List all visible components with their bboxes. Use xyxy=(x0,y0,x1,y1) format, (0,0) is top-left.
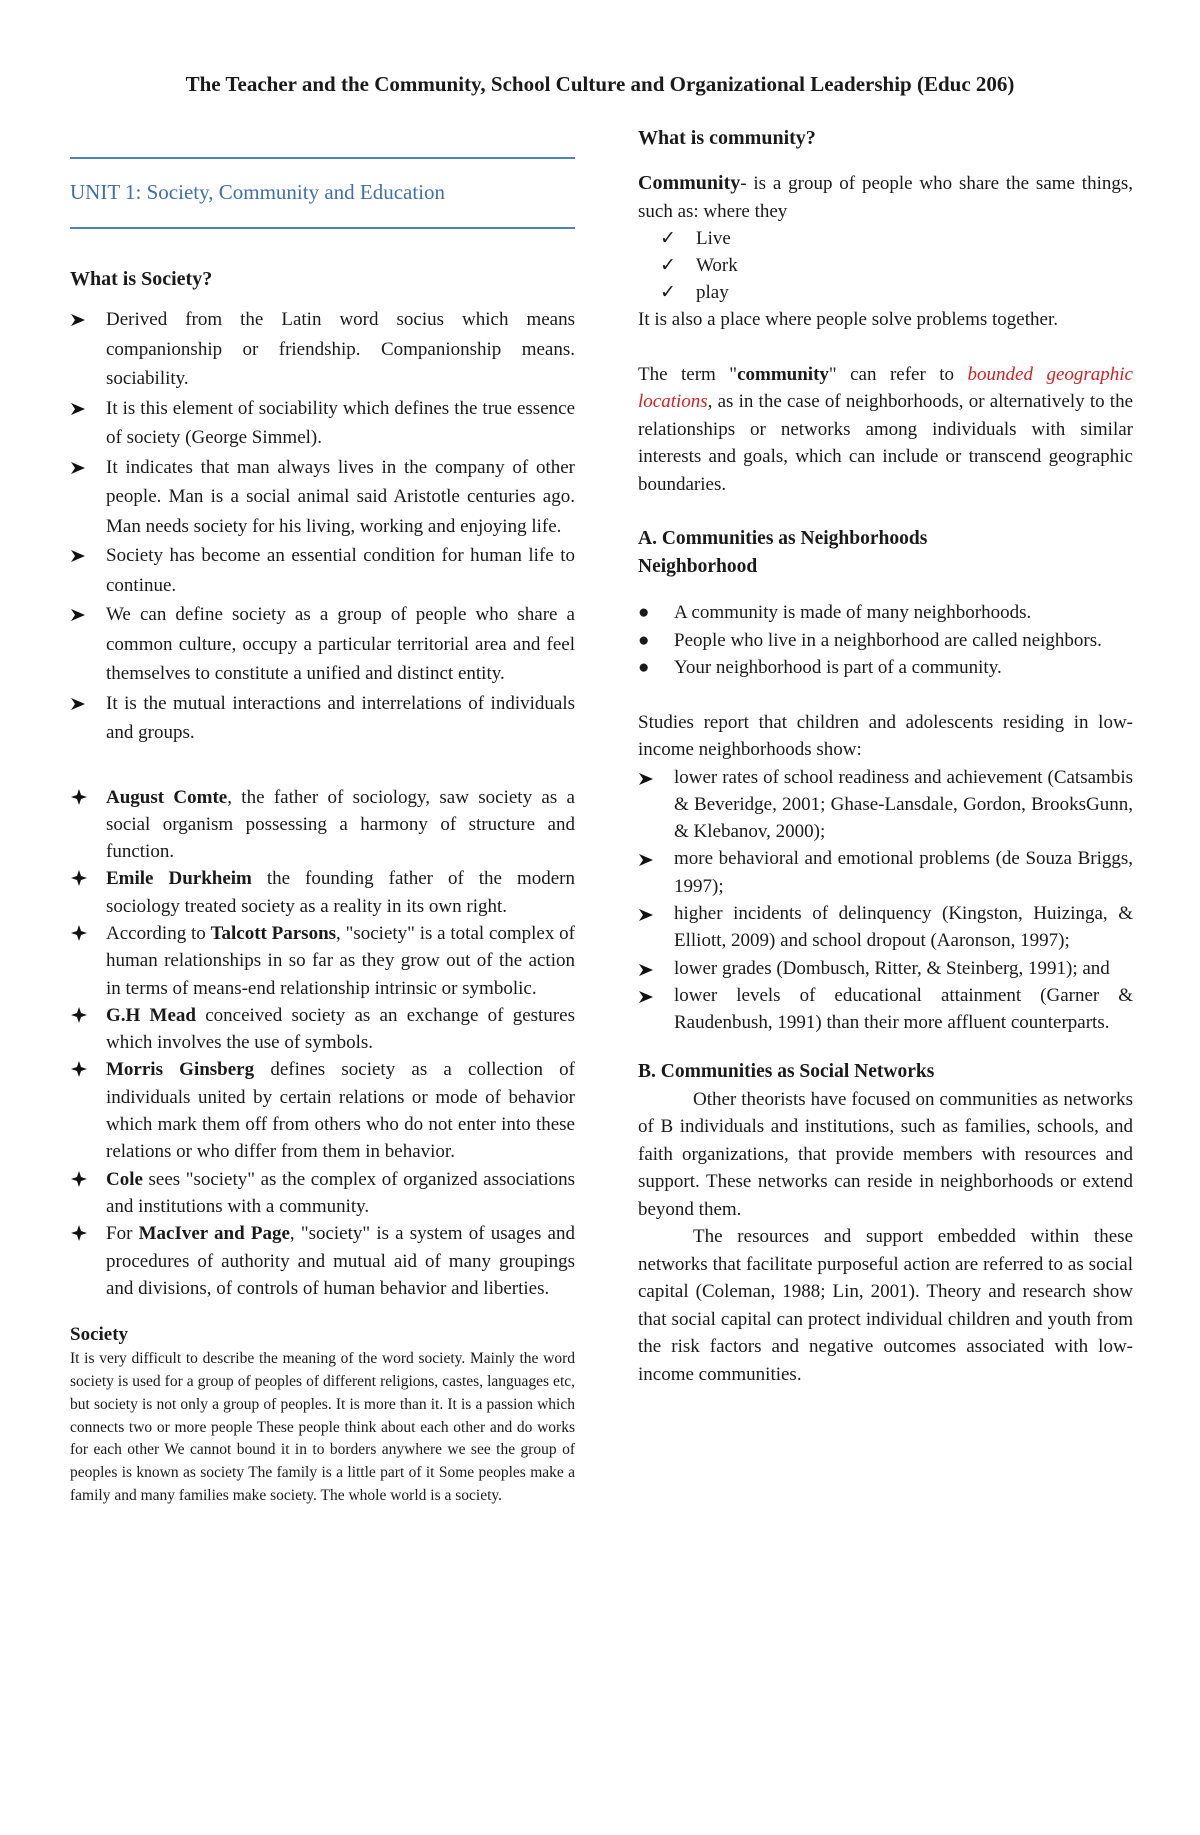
list-item: lower rates of school readiness and achievement (Catsambis & Beveridge, 2001; Ghase-Lansdale, Gordon, BrooksGunn, & Klebanov, 2000); xyxy=(638,764,1133,846)
diamond-bullet-icon xyxy=(70,1056,100,1086)
list-item: Emile Durkheim the founding father of the modern sociology treated society as a reality in its own right. xyxy=(70,865,575,920)
studies-intro: Studies report that children and adolescents residing in low-income neighborhoods show: xyxy=(638,711,1133,760)
community-solve-text: It is also a place where people solve problems together. xyxy=(638,309,1058,330)
neighborhood-dot-list xyxy=(638,599,1133,682)
unit-heading: UNIT 1: Society, Community and Education xyxy=(70,180,446,204)
heading-rule-top xyxy=(70,157,575,159)
diamond-bullet-icon xyxy=(70,865,100,895)
checkmark-icon: ✓ xyxy=(660,255,676,276)
checkmark-icon: ✓ xyxy=(660,228,676,249)
heading-rule-bottom xyxy=(70,227,575,229)
list-item: ✓ Work xyxy=(660,252,1133,279)
list-item: lower grades (Dombusch, Ritter, & Steinberg, 1991); and xyxy=(638,955,1133,982)
checkmark-icon: ✓ xyxy=(660,282,676,303)
studies-list xyxy=(638,764,1133,1037)
diamond-bullet-icon xyxy=(70,1002,100,1032)
list-item: more behavioral and emotional problems (de Souza Briggs, 1997); xyxy=(638,845,1133,900)
diamond-bullet-icon xyxy=(70,784,100,814)
diamond-bullet-icon xyxy=(70,1166,100,1196)
arrow-bullet-icon xyxy=(70,453,100,485)
section-b-title: B. Communities as Social Networks xyxy=(638,1061,935,1083)
society-heading: Society xyxy=(70,1324,129,1346)
what-is-society-heading: What is Society? xyxy=(70,268,213,290)
list-item: ● Your neighborhood is part of a community. xyxy=(638,654,1133,682)
list-item: ✓ play xyxy=(660,279,1133,306)
list-item: Derived from the Latin word socius which means companionship or friendship. Companionship means. sociability. xyxy=(70,305,575,394)
list-item: August Comte, the father of sociology, saw society as a social organism possessing a harmony of structure and function. xyxy=(70,784,575,866)
what-is-community-heading: What is community? xyxy=(638,127,816,149)
arrow-bullet-icon xyxy=(70,394,100,426)
dot-bullet-icon: ● xyxy=(638,629,650,651)
diamond-bullet-icon xyxy=(70,1220,100,1250)
dot-bullet-icon: ● xyxy=(638,602,650,623)
left-column xyxy=(70,268,575,1508)
list-item: We can define society as a group of people who share a common culture, occupy a particular territorial area and feel themselves to constitute a unified and distinct entity. xyxy=(70,600,575,689)
arrow-bullet-icon xyxy=(70,541,100,573)
section-b-paragraph-1: Other theorists have focused on communities as networks of B individuals and institutions, such as families, schools, and faith organizations, that provide members with resources and support. These networks can reside in neighborhoods or extend beyond them. xyxy=(638,1088,1133,1220)
theorist-list xyxy=(70,784,575,1303)
list-item: ✓ Live xyxy=(660,225,1133,252)
arrow-bullet-icon xyxy=(638,982,668,1012)
community-check-list xyxy=(660,225,1133,306)
page-title: The Teacher and the Community, School Culture and Organizational Leadership (Educ 206) xyxy=(185,72,1015,96)
arrow-bullet-icon xyxy=(638,764,668,794)
list-item: lower levels of educational attainment (Garner & Raudenbush, 1991) than their more affluent counterparts. xyxy=(638,982,1133,1037)
list-item: ● A community is made of many neighborhoods. xyxy=(638,599,1133,627)
list-item: Society has become an essential condition for human life to continue. xyxy=(70,541,575,600)
arrow-bullet-icon xyxy=(638,845,668,875)
right-column xyxy=(638,127,1133,1388)
society-arrow-list xyxy=(70,305,575,748)
list-item: Cole sees "society" as the complex of organized associations and institutions with a community. xyxy=(70,1166,575,1221)
list-item: According to Talcott Parsons, "society" is a total complex of human relationships in so far as they grow out of the action in terms of means-end relationship intrinsic or symbolic. xyxy=(70,920,575,1002)
list-item: G.H Mead conceived society as an exchange of gestures which involves the use of symbols. xyxy=(70,1002,575,1057)
arrow-bullet-icon xyxy=(70,305,100,337)
arrow-bullet-icon xyxy=(638,955,668,985)
community-term-paragraph: The term "community" can refer to bounded geographic locations, as in the case of neighborhoods, or alternatively to the relationships or networks among individuals with similar interests and goals, which can include or transcend geographic boundaries. xyxy=(638,363,1133,495)
list-item: For MacIver and Page, "society" is a system of usages and procedures of authority and mutual aid of many groupings and divisions, of controls of human behavior and liberties. xyxy=(70,1220,575,1302)
list-item: ● People who live in a neighborhood are called neighbors. xyxy=(638,627,1133,655)
arrow-bullet-icon xyxy=(638,900,668,930)
list-item: Morris Ginsberg defines society as a collection of individuals united by certain relations or mode of behavior which mark them off from others who do not enter into these relations or who differ from them in behavior. xyxy=(70,1056,575,1165)
section-a-subtitle: Neighborhood xyxy=(638,555,758,577)
list-item: It is the mutual interactions and interrelations of individuals and groups. xyxy=(70,689,575,748)
list-item: higher incidents of delinquency (Kingston, Huizinga, & Elliott, 2009) and school dropout (Aaronson, 1997); xyxy=(638,900,1133,955)
list-item: It is this element of sociability which defines the true essence of society (George Simmel). xyxy=(70,394,575,453)
section-a-title: A. Communities as Neighborhoods xyxy=(638,528,928,549)
community-definition: Community- is a group of people who share the same things, such as: where they xyxy=(638,172,1133,222)
diamond-bullet-icon xyxy=(70,920,100,950)
arrow-bullet-icon xyxy=(70,689,100,721)
list-item: It indicates that man always lives in the company of other people. Man is a social animal said Aristotle centuries ago. Man needs society for his living, working and enjoying life. xyxy=(70,453,575,542)
arrow-bullet-icon xyxy=(70,600,100,632)
section-b-paragraph-2: The resources and support embedded within these networks that facilitate purposeful action are referred to as social capital (Coleman, 1988; Lin, 2001). Theory and research show that social capital can protect individual children and youth from the risk factors and negative outcomes associated with low-income communities. xyxy=(638,1226,1133,1385)
society-paragraph: It is very difficult to describe the meaning of the word society. Mainly the word society is used for a group of peoples of different religions, castes, languages etc, but society is not only a group of peoples. It is more than it. It is a passion which connects two or more people These people think about each other and do works for each other We cannot bound it in to borders anywhere we see the group of peoples is known as society The family is a little part of it Some peoples make a family and many families make society. The whole world is a society. xyxy=(70,1350,575,1504)
dot-bullet-icon: ● xyxy=(638,657,650,678)
